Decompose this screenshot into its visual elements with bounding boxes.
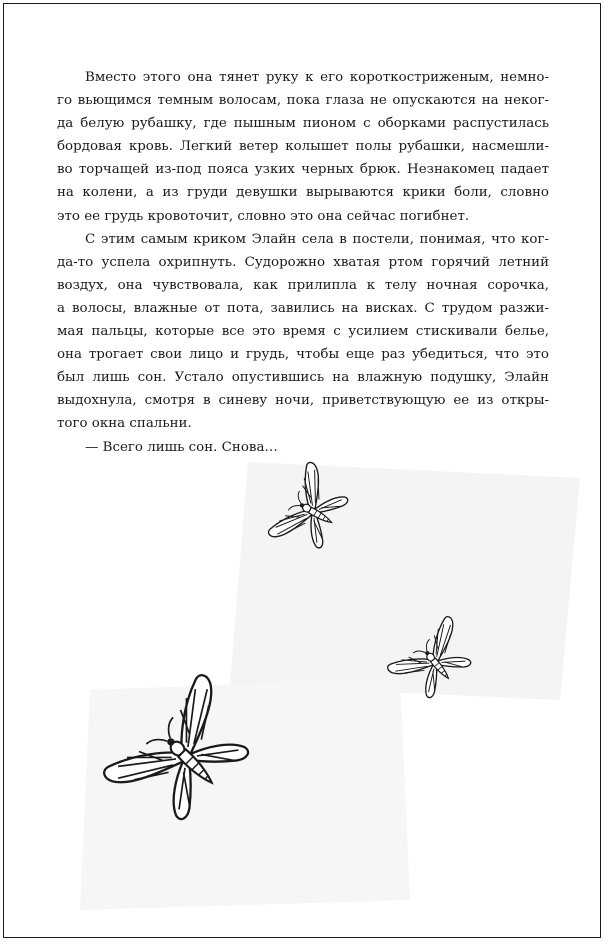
text-line: да-то успела охрипнуть. Судорожно хватая ртом горячий летний xyxy=(57,254,549,270)
text-line: выдохнула, смотря в синеву ночи, приветствующую ее из откры- xyxy=(57,393,549,409)
paragraph-1 xyxy=(57,66,549,228)
text-line: мая пальцы, которые все это время с усилием стискивали белье, xyxy=(57,324,549,340)
paragraph-3 xyxy=(57,436,549,459)
text-line: да белую рубашку, где пышным пионом с оборками распустилась xyxy=(57,116,549,132)
text-line: на колени, а из груди девушки вырываются крики боли, словно xyxy=(57,185,549,201)
text-line: бордовая кровь. Легкий ветер колышет полы рубашки, насмешли- xyxy=(57,139,549,155)
text-line: того окна спальни. xyxy=(57,416,192,432)
text-line: а волосы, влажные от пота, завились на висках. С трудом разжи- xyxy=(57,300,549,316)
body-text xyxy=(57,66,549,459)
text-line: С этим самым криком Элайн села в постели, понимая, что ког- xyxy=(85,231,549,247)
text-line: Вместо этого она тянет руку к его короткостриженым, немно- xyxy=(85,70,549,85)
dialogue-line: — Всего лишь сон. Снова… xyxy=(85,439,278,455)
text-line: во торчащей из-под пояса узких черных брюк. Незнакомец падает xyxy=(57,162,549,178)
text-line: был лишь сон. Устало опустившись на влажную подушку, Элайн xyxy=(57,370,549,386)
text-line: воздух, она чувствовала, как прилипла к телу ночная сорочка, xyxy=(57,277,549,293)
text-line: это ее грудь кровоточит, словно это она сейчас погибнет. xyxy=(57,208,470,224)
text-line: она трогает свои лицо и грудь, чтобы еще раз убедиться, что это xyxy=(57,347,549,363)
text-line: го вьющимся темным волосам, пока глаза не опускаются на неког- xyxy=(57,93,549,109)
paragraph-2 xyxy=(57,228,549,436)
